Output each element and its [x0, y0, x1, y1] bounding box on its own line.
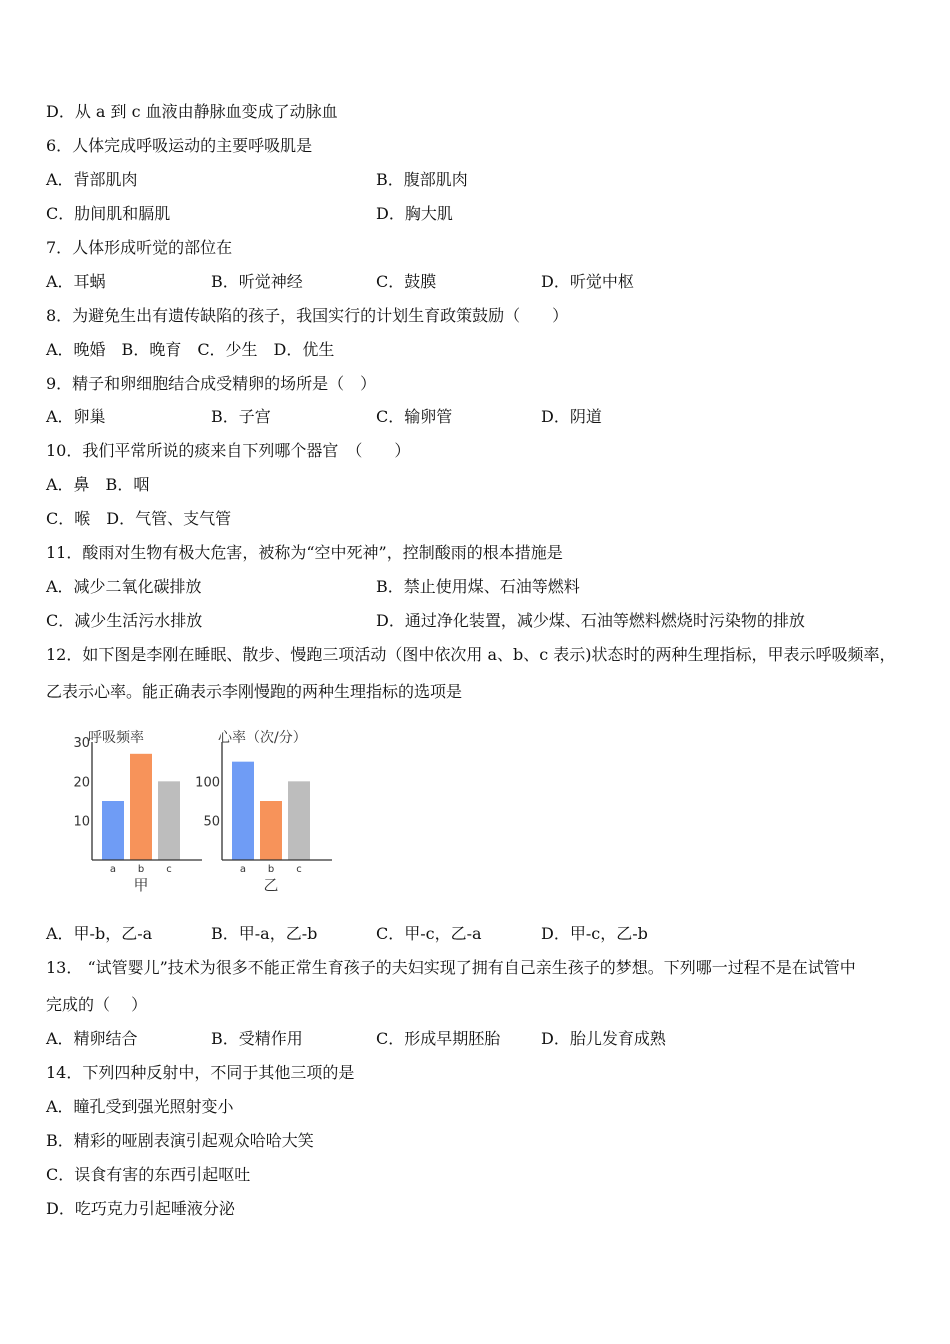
- y-tick-label: 10: [73, 814, 90, 830]
- q7-option-d: D．听觉中枢: [541, 272, 634, 291]
- y-tick-label: 50: [203, 814, 220, 830]
- bar-b: [260, 801, 282, 860]
- question-7-stem: 7．人体形成听觉的部位在: [46, 238, 233, 257]
- bar-c: [158, 781, 180, 860]
- q12-option-d: D．甲-c，乙-b: [541, 924, 648, 943]
- question-6-stem: 6．人体完成呼吸运动的主要呼吸肌是: [46, 136, 313, 155]
- q8-options: A．晚婚 B．晚育 C．少生 D．优生: [46, 340, 335, 359]
- question-10-stem: 10．我们平常所说的痰来自下列哪个器官 （ ）: [46, 441, 411, 460]
- x-tick-label: a: [239, 864, 247, 875]
- bar-a: [102, 801, 124, 860]
- q13-option-a: A．精卵结合: [46, 1029, 138, 1048]
- chart-title: 心率（次/分）: [218, 730, 307, 746]
- q14-option-b: B．精彩的哑剧表演引起观众哈哈大笑: [46, 1131, 314, 1150]
- q11-option-d: D．通过净化装置，减少煤、石油等燃料燃烧时污染物的排放: [376, 611, 805, 630]
- chart-breathing-rate: [60, 722, 210, 902]
- x-tick-label: a: [109, 864, 117, 875]
- question-11-stem: 11．酸雨对生物有极大危害，被称为“空中死神”，控制酸雨的根本措施是: [46, 543, 563, 562]
- q12-option-c: C．甲-c，乙-a: [376, 924, 482, 943]
- chart-heart-rate: [190, 722, 340, 902]
- chart-title: 呼吸频率: [88, 730, 144, 746]
- q13-option-c: C．形成早期胚胎: [376, 1029, 501, 1048]
- q7-option-b: B．听觉神经: [211, 272, 303, 291]
- q14-option-c: C．误食有害的东西引起呕吐: [46, 1165, 251, 1184]
- q9-option-c: C．输卵管: [376, 407, 453, 426]
- q5-option-d: D．从 a 到 c 血液由静脉血变成了动脉血: [46, 102, 338, 121]
- q14-option-a: A．瞳孔受到强光照射变小: [46, 1097, 234, 1116]
- chart-caption: 乙: [263, 876, 279, 894]
- q6-option-d: D．胸大肌: [376, 204, 453, 223]
- q9-option-a: A．卵巢: [46, 407, 106, 426]
- q9-option-b: B．子宫: [211, 407, 271, 426]
- question-8-stem: 8．为避免生出有遗传缺陷的孩子，我国实行的计划生育政策鼓励（ ）: [46, 306, 569, 325]
- bar-c: [288, 781, 310, 860]
- x-tick-label: b: [267, 864, 275, 875]
- q6-option-a: A．背部肌肉: [46, 170, 138, 189]
- q6-option-b: B．腹部肌肉: [376, 170, 468, 189]
- y-tick-label: 20: [73, 775, 90, 791]
- x-tick-label: c: [296, 864, 302, 875]
- question-12-stem-line2: 乙表示心率。能正确表示李刚慢跑的两种生理指标的选项是: [46, 682, 463, 701]
- q10-options-ab: A．鼻 B．咽: [46, 475, 150, 494]
- q13-option-d: D．胎儿发育成熟: [541, 1029, 666, 1048]
- question-14-stem: 14．下列四种反射中，不同于其他三项的是: [46, 1063, 355, 1082]
- q11-option-a: A．减少二氧化碳排放: [46, 577, 202, 596]
- q14-option-d: D．吃巧克力引起唾液分泌: [46, 1199, 235, 1218]
- y-tick-label: 30: [73, 736, 90, 751]
- q7-option-a: A．耳蜗: [46, 272, 106, 291]
- x-tick-label: c: [166, 864, 172, 875]
- question-13-stem-line1: 13． “试管婴儿”技术为很多不能正常生育孩子的夫妇实现了拥有自己亲生孩子的梦想。下列哪一过程不是在试管中: [46, 958, 856, 977]
- q11-option-b: B．禁止使用煤、石油等燃料: [376, 577, 580, 596]
- y-tick-label: 100: [195, 775, 220, 791]
- bar-b: [130, 754, 152, 860]
- q12-option-a: A．甲-b，乙-a: [46, 924, 153, 943]
- question-13-stem-line2: 完成的（ ）: [46, 995, 148, 1014]
- chart-caption: 甲: [133, 876, 149, 894]
- q9-option-d: D．阴道: [541, 407, 602, 426]
- x-tick-label: b: [137, 864, 145, 875]
- q12-option-b: B．甲-a，乙-b: [211, 924, 318, 943]
- bar-a: [232, 762, 254, 860]
- question-12-stem-line1: 12．如下图是李刚在睡眠、散步、慢跑三项活动（图中依次用 a、b、c 表示)状态时的两种生理指标，甲表示呼吸频率，: [46, 645, 896, 664]
- q10-options-cd: C．喉 D．气管、支气管: [46, 509, 232, 528]
- question-9-stem: 9．精子和卵细胞结合成受精卵的场所是（ ）: [46, 374, 377, 393]
- q11-option-c: C．减少生活污水排放: [46, 611, 203, 630]
- q6-option-c: C．肋间肌和膈肌: [46, 204, 171, 223]
- q7-option-c: C．鼓膜: [376, 272, 437, 291]
- q13-option-b: B．受精作用: [211, 1029, 303, 1048]
